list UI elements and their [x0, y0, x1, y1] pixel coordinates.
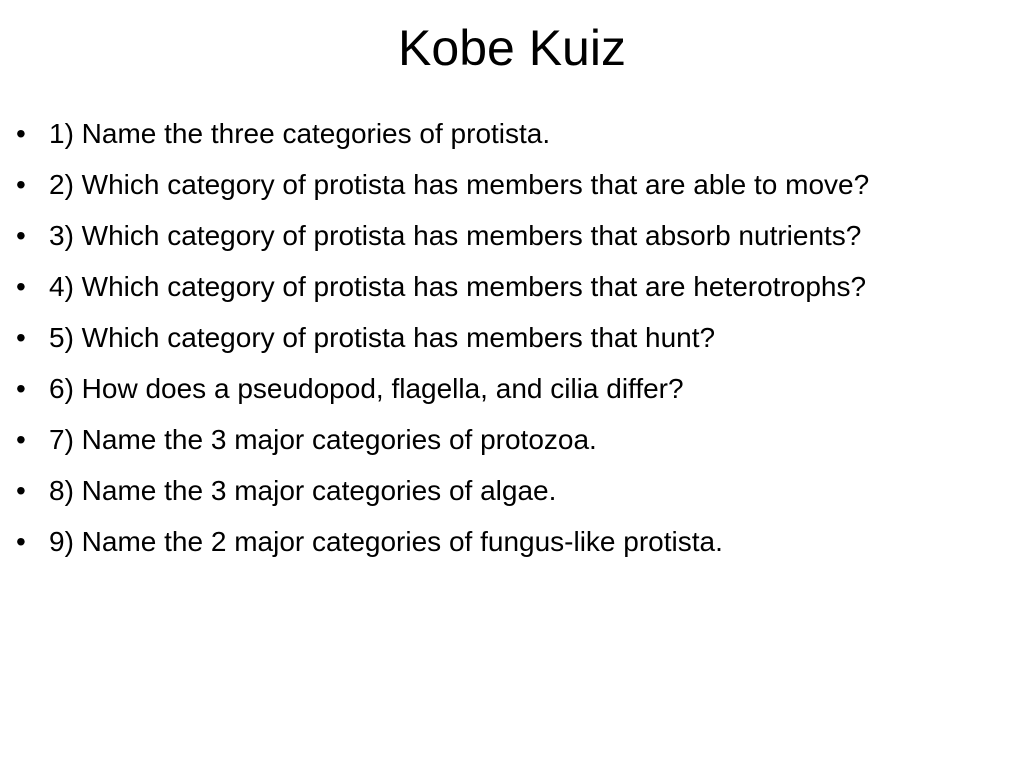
- bullet-text: 1) Name the three categories of protista.: [49, 118, 551, 149]
- bullet-icon: •: [16, 220, 26, 251]
- bullet-item-8: [16, 473, 979, 509]
- slide-title: Kobe Kuiz: [398, 20, 626, 76]
- bullet-icon: •: [16, 169, 26, 200]
- bullet-icon: •: [16, 475, 26, 506]
- bullet-text: 9) Name the 2 major categories of fungus-like protista.: [49, 526, 723, 557]
- bullet-icon: •: [16, 424, 26, 455]
- bullet-item-1: [16, 116, 979, 152]
- bullet-text: 4) Which category of protista has members that are heterotrophs?: [49, 271, 867, 302]
- bullet-item-6: [16, 371, 979, 407]
- bullet-text: 6) How does a pseudopod, flagella, and cilia differ?: [49, 373, 684, 404]
- bullet-icon: •: [16, 322, 26, 353]
- bullet-list: [16, 116, 979, 575]
- bullet-icon: •: [16, 526, 26, 557]
- bullet-item-3: [16, 218, 979, 254]
- bullet-text: 2) Which category of protista has members that are able to move?: [49, 169, 870, 200]
- bullet-text: 8) Name the 3 major categories of algae.: [49, 475, 557, 506]
- bullet-icon: •: [16, 373, 26, 404]
- bullet-item-4: [16, 269, 979, 305]
- bullet-text: 3) Which category of protista has members that absorb nutrients?: [49, 220, 862, 251]
- bullet-icon: •: [16, 118, 26, 149]
- bullet-text: 5) Which category of protista has members that hunt?: [49, 322, 716, 353]
- bullet-item-2: [16, 167, 979, 203]
- bullet-icon: •: [16, 271, 26, 302]
- bullet-item-5: [16, 320, 979, 356]
- bullet-item-9: [16, 524, 979, 560]
- bullet-item-7: [16, 422, 979, 458]
- bullet-text: 7) Name the 3 major categories of protozoa.: [49, 424, 597, 455]
